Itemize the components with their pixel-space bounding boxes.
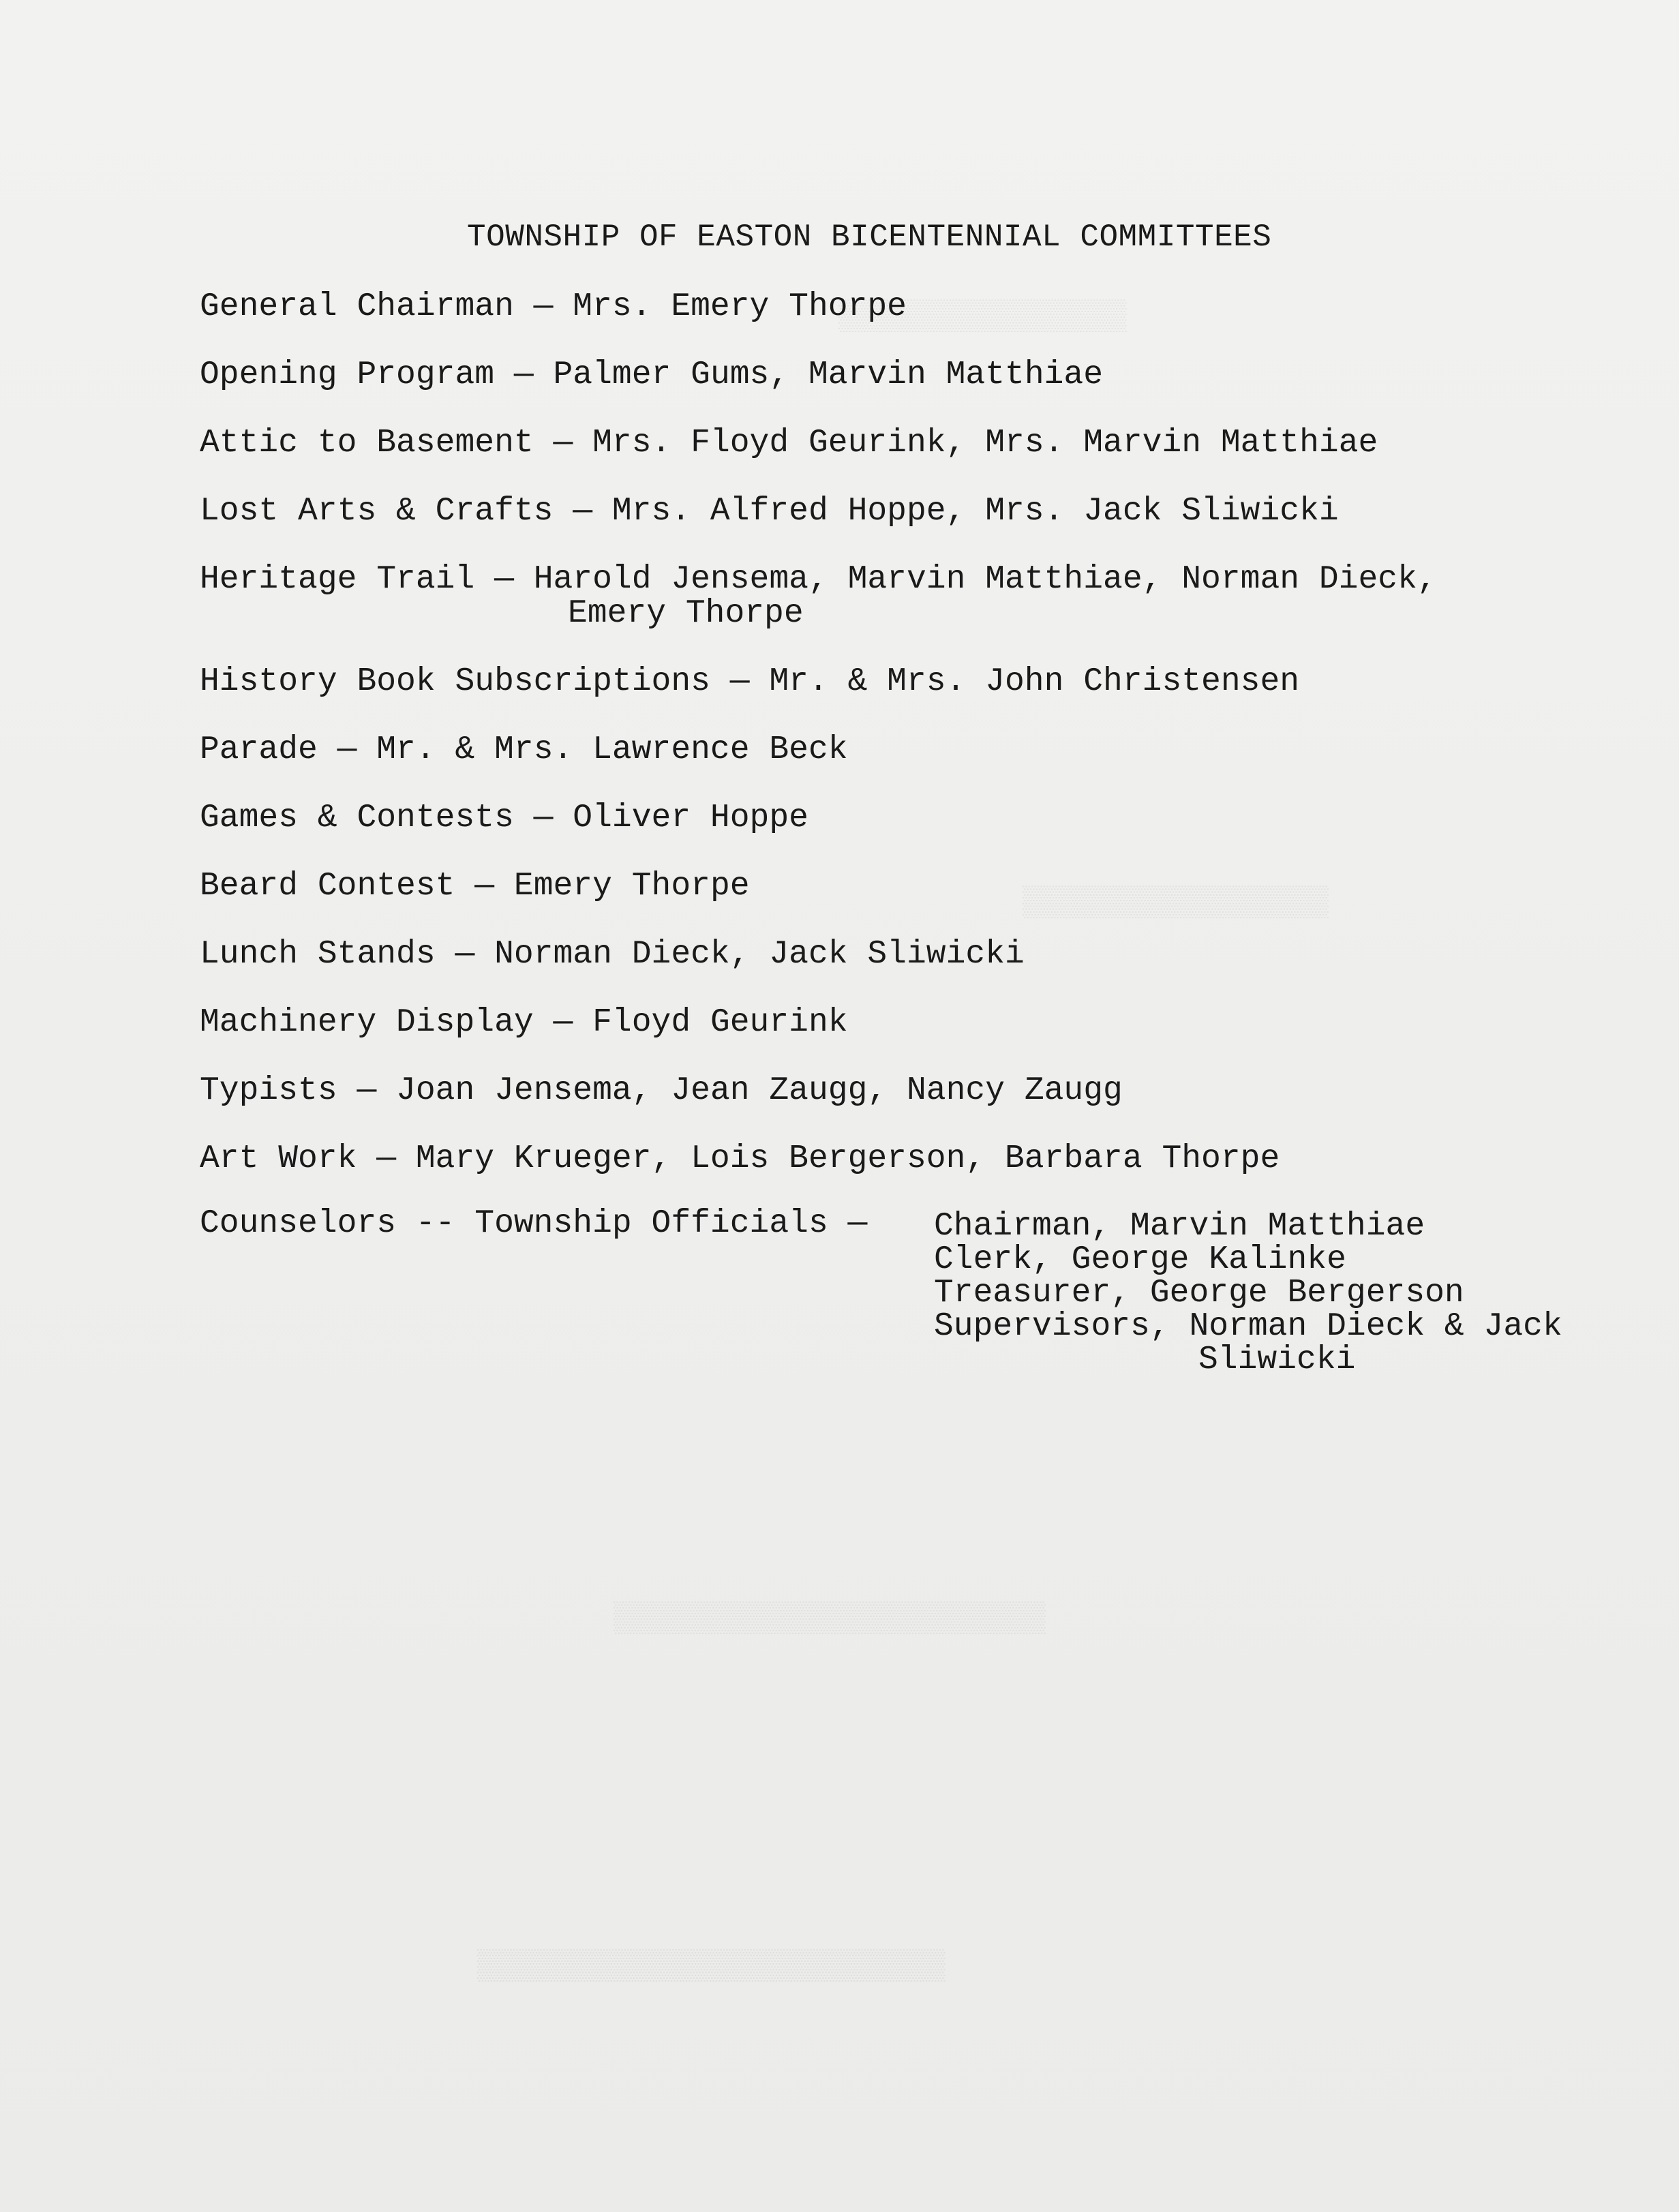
committee-label: Attic to Basement xyxy=(200,425,534,461)
committee-members: Mrs. Emery Thorpe xyxy=(573,288,907,325)
committee-label: History Book Subscriptions xyxy=(200,663,710,700)
committee-row: Lost Arts & Crafts — Mrs. Alfred Hoppe, Mrs. Jack Sliwicki xyxy=(200,493,1339,530)
committee-row: Typists — Joan Jensema, Jean Zaugg, Nancy Zaugg xyxy=(200,1072,1123,1109)
show-through-ghost: ▒▒▒▒▒▒▒▒▒▒▒▒▒▒▒▒▒▒▒▒▒▒▒▒ xyxy=(614,1602,1046,1636)
committee-row: Art Work — Mary Krueger, Lois Bergerson, Barbara Thorpe xyxy=(200,1140,1280,1177)
committee-label: Typists xyxy=(200,1072,337,1109)
document-title: TOWNSHIP OF EASTON BICENTENNIAL COMMITTEES xyxy=(467,219,1272,255)
counselors-officials-list xyxy=(934,1210,1562,1377)
committee-members: Norman Dieck, Jack Sliwicki xyxy=(494,936,1025,973)
committee-label: Lunch Stands xyxy=(200,936,436,973)
committee-members: Palmer Gums, Marvin Matthiae xyxy=(553,357,1104,393)
committee-members: Oliver Hoppe xyxy=(573,800,808,836)
committee-row: General Chairman — Mrs. Emery Thorpe xyxy=(200,288,907,325)
counselors-group: Township Officials xyxy=(474,1205,828,1242)
committee-members: Mr. & Mrs. Lawrence Beck xyxy=(376,731,848,768)
committee-members: Mrs. Alfred Hoppe, Mrs. Jack Sliwicki xyxy=(611,493,1339,530)
committee-members: Mrs. Floyd Geurink, Mrs. Marvin Matthiae xyxy=(592,425,1378,461)
committee-row: Attic to Basement — Mrs. Floyd Geurink, Mrs. Marvin Matthiae xyxy=(200,425,1378,461)
show-through-ghost: ▒▒▒▒▒▒▒▒▒▒▒▒▒▒▒▒▒▒▒▒▒▒▒▒▒▒ xyxy=(477,1950,946,1984)
committee-row: Games & Contests — Oliver Hoppe xyxy=(200,800,808,836)
committee-members: Mr. & Mrs. John Christensen xyxy=(769,663,1300,700)
committee-row: Beard Contest — Emery Thorpe xyxy=(200,868,750,905)
committee-label: Parade xyxy=(200,731,318,768)
official-line: Supervisors, Norman Dieck & Jack xyxy=(934,1308,1562,1345)
committee-members-continued: Emery Thorpe xyxy=(568,595,804,632)
committee-label: Beard Contest xyxy=(200,868,455,905)
counselors-label: Counselors xyxy=(200,1205,397,1242)
committee-label: Machinery Display xyxy=(200,1004,534,1041)
committee-row: Machinery Display — Floyd Geurink xyxy=(200,1004,848,1041)
counselors-row: Counselors -- Township Officials — xyxy=(200,1205,868,1242)
committee-members: Joan Jensema, Jean Zaugg, Nancy Zaugg xyxy=(396,1072,1123,1109)
committee-members: Floyd Geurink xyxy=(592,1004,848,1041)
committee-row: Heritage Trail — Harold Jensema, Marvin Matthiae, Norman Dieck, Emery Thorpe xyxy=(200,561,1437,632)
committee-members: Emery Thorpe xyxy=(513,868,750,905)
committee-row: History Book Subscriptions — Mr. & Mrs. John Christensen xyxy=(200,663,1300,700)
committee-members: Harold Jensema, Marvin Matthiae, Norman Dieck, xyxy=(533,561,1437,598)
committee-label: Lost Arts & Crafts xyxy=(200,493,554,530)
committee-label: Heritage Trail xyxy=(200,561,475,598)
official-line-wrap: Sliwicki xyxy=(1198,1342,1356,1378)
committee-row: Opening Program — Palmer Gums, Marvin Matthiae xyxy=(200,357,1104,393)
official-line: Clerk, George Kalinke xyxy=(934,1241,1346,1278)
committee-members: Mary Krueger, Lois Bergerson, Barbara Thorpe xyxy=(415,1140,1280,1177)
committee-label: Games & Contests xyxy=(200,800,514,836)
official-line: Treasurer, George Bergerson xyxy=(934,1275,1464,1312)
official-line: Chairman, Marvin Matthiae xyxy=(934,1208,1425,1245)
committee-row: Parade — Mr. & Mrs. Lawrence Beck xyxy=(200,731,848,768)
show-through-ghost: ▒▒▒▒▒▒▒▒▒▒▒▒▒▒▒▒▒ xyxy=(1023,886,1329,920)
show-through-ghost: ▒▒▒▒▒▒▒▒▒▒▒▒▒▒▒▒ xyxy=(838,300,1127,334)
committee-label: General Chairman xyxy=(200,288,514,325)
committee-label: Opening Program xyxy=(200,357,495,393)
committee-label: Art Work xyxy=(200,1140,357,1177)
committee-row: Lunch Stands — Norman Dieck, Jack Sliwicki xyxy=(200,936,1025,973)
